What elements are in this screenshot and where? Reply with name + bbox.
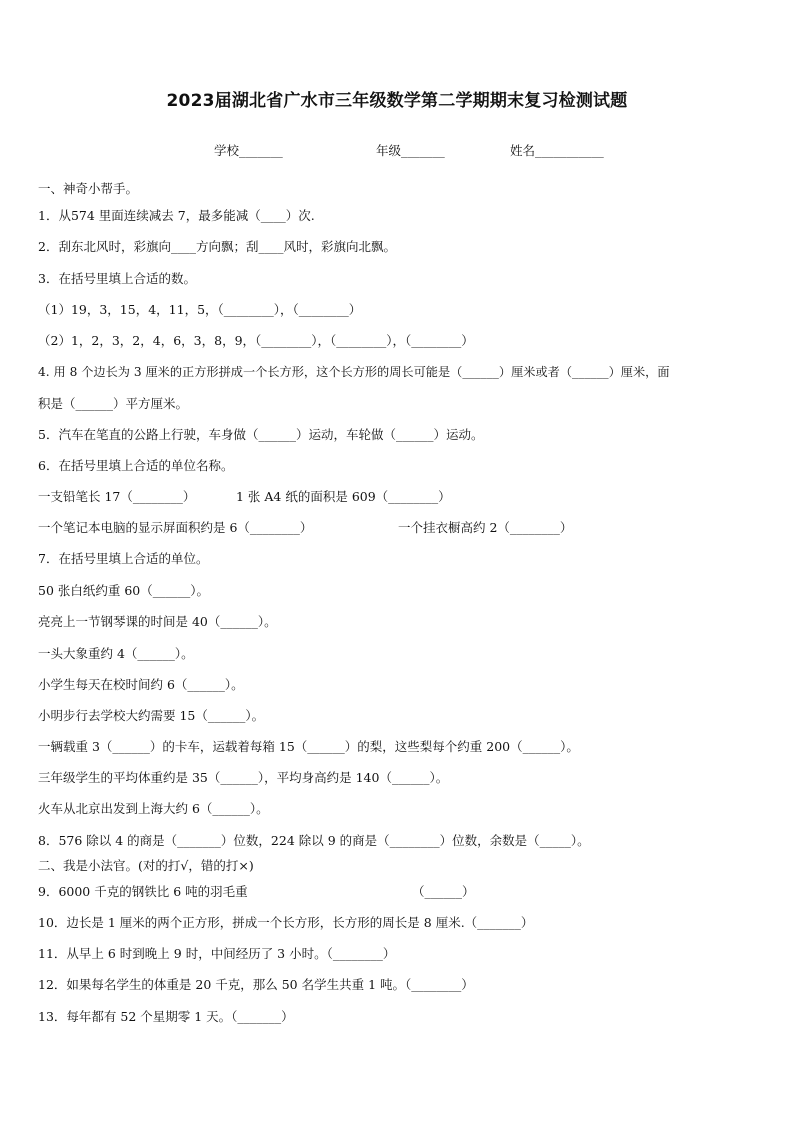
question-6-wardrobe: 一个挂衣橱高约 2（________） <box>398 520 573 535</box>
question-6-a4: 1 张 A4 纸的面积是 609（________） <box>236 489 451 504</box>
question-3-part-1: （1）19，3，15，4，11，5，（________），（________） <box>38 302 362 317</box>
school-field: 学校_______ <box>214 143 283 158</box>
section-two-heading: 二、我是小法官。(对的打√，错的打×) <box>38 858 254 873</box>
question-7-paper: 50 张白纸约重 60（______）。 <box>38 583 210 598</box>
question-5: 5．汽车在笔直的公路上行驶，车身做（______）运动，车轮做（______）运动。 <box>38 427 484 442</box>
question-7-piano: 亮亮上一节钢琴课的时间是 40（______）。 <box>38 614 277 629</box>
question-9: 9．6000 千克的钢铁比 6 吨的羽毛重 <box>38 884 248 899</box>
question-6-pencil: 一支铅笔长 17（________） <box>38 489 196 504</box>
question-9-blank: （______） <box>412 884 475 899</box>
question-3: 3．在括号里填上合适的数。 <box>38 271 196 286</box>
question-4: 4. 用 8 个边长为 3 厘米的正方形拼成一个长方形，这个长方形的周长可能是（______）厘米或者（______）厘米，面 <box>38 365 670 379</box>
page-title: 2023届湖北省广水市三年级数学第二学期期末复习检测试题 <box>166 91 628 111</box>
question-7-walk: 小明步行去学校大约需要 15（______）。 <box>38 708 265 723</box>
question-7-elephant: 一头大象重约 4（______）。 <box>38 646 194 661</box>
question-11: 11．从早上 6 时到晚上 9 时，中间经历了 3 小时。（________） <box>38 946 396 961</box>
question-7-school-time: 小学生每天在校时间约 6（______）。 <box>38 677 244 692</box>
question-1: 1．从574 里面连续减去 7，最多能减（____）次. <box>38 208 315 223</box>
question-10: 10．边长是 1 厘米的两个正方形，拼成一个长方形，长方形的周长是 8 厘米.（_______） <box>38 915 534 930</box>
question-7-train: 火车从北京出发到上海大约 6（______）。 <box>38 801 269 816</box>
name-field: 姓名___________ <box>510 143 604 158</box>
question-7-student-weight: 三年级学生的平均体重约是 35（______），平均身高约是 140（______）。 <box>38 770 449 785</box>
grade-field: 年级_______ <box>376 143 445 158</box>
question-8: 8．576 除以 4 的商是（_______）位数，224 除以 9 的商是（________）位数，余数是（_____）。 <box>38 833 590 848</box>
section-one-heading: 一、神奇小帮手。 <box>38 181 139 196</box>
question-4-cont: 积是（______）平方厘米。 <box>38 396 189 411</box>
question-13: 13．每年都有 52 个星期零 1 天。（_______） <box>38 1009 294 1024</box>
question-3-part-2: （2）1，2，3，2，4，6，3，8，9，（________），（________），（________） <box>38 333 474 348</box>
question-6-laptop: 一个笔记本电脑的显示屏面积约是 6（________） <box>38 520 313 535</box>
question-12: 12．如果每名学生的体重是 20 千克，那么 50 名学生共重 1 吨。（________） <box>38 977 474 992</box>
question-7-truck: 一辆载重 3（______）的卡车，运载着每箱 15（______）的梨，这些梨每个约重 200（______）。 <box>38 739 579 754</box>
question-7: 7．在括号里填上合适的单位。 <box>38 551 209 566</box>
question-6: 6．在括号里填上合适的单位名称。 <box>38 458 234 473</box>
question-2: 2．刮东北风时，彩旗向____方向飘；刮____风时，彩旗向北飘。 <box>38 239 396 254</box>
